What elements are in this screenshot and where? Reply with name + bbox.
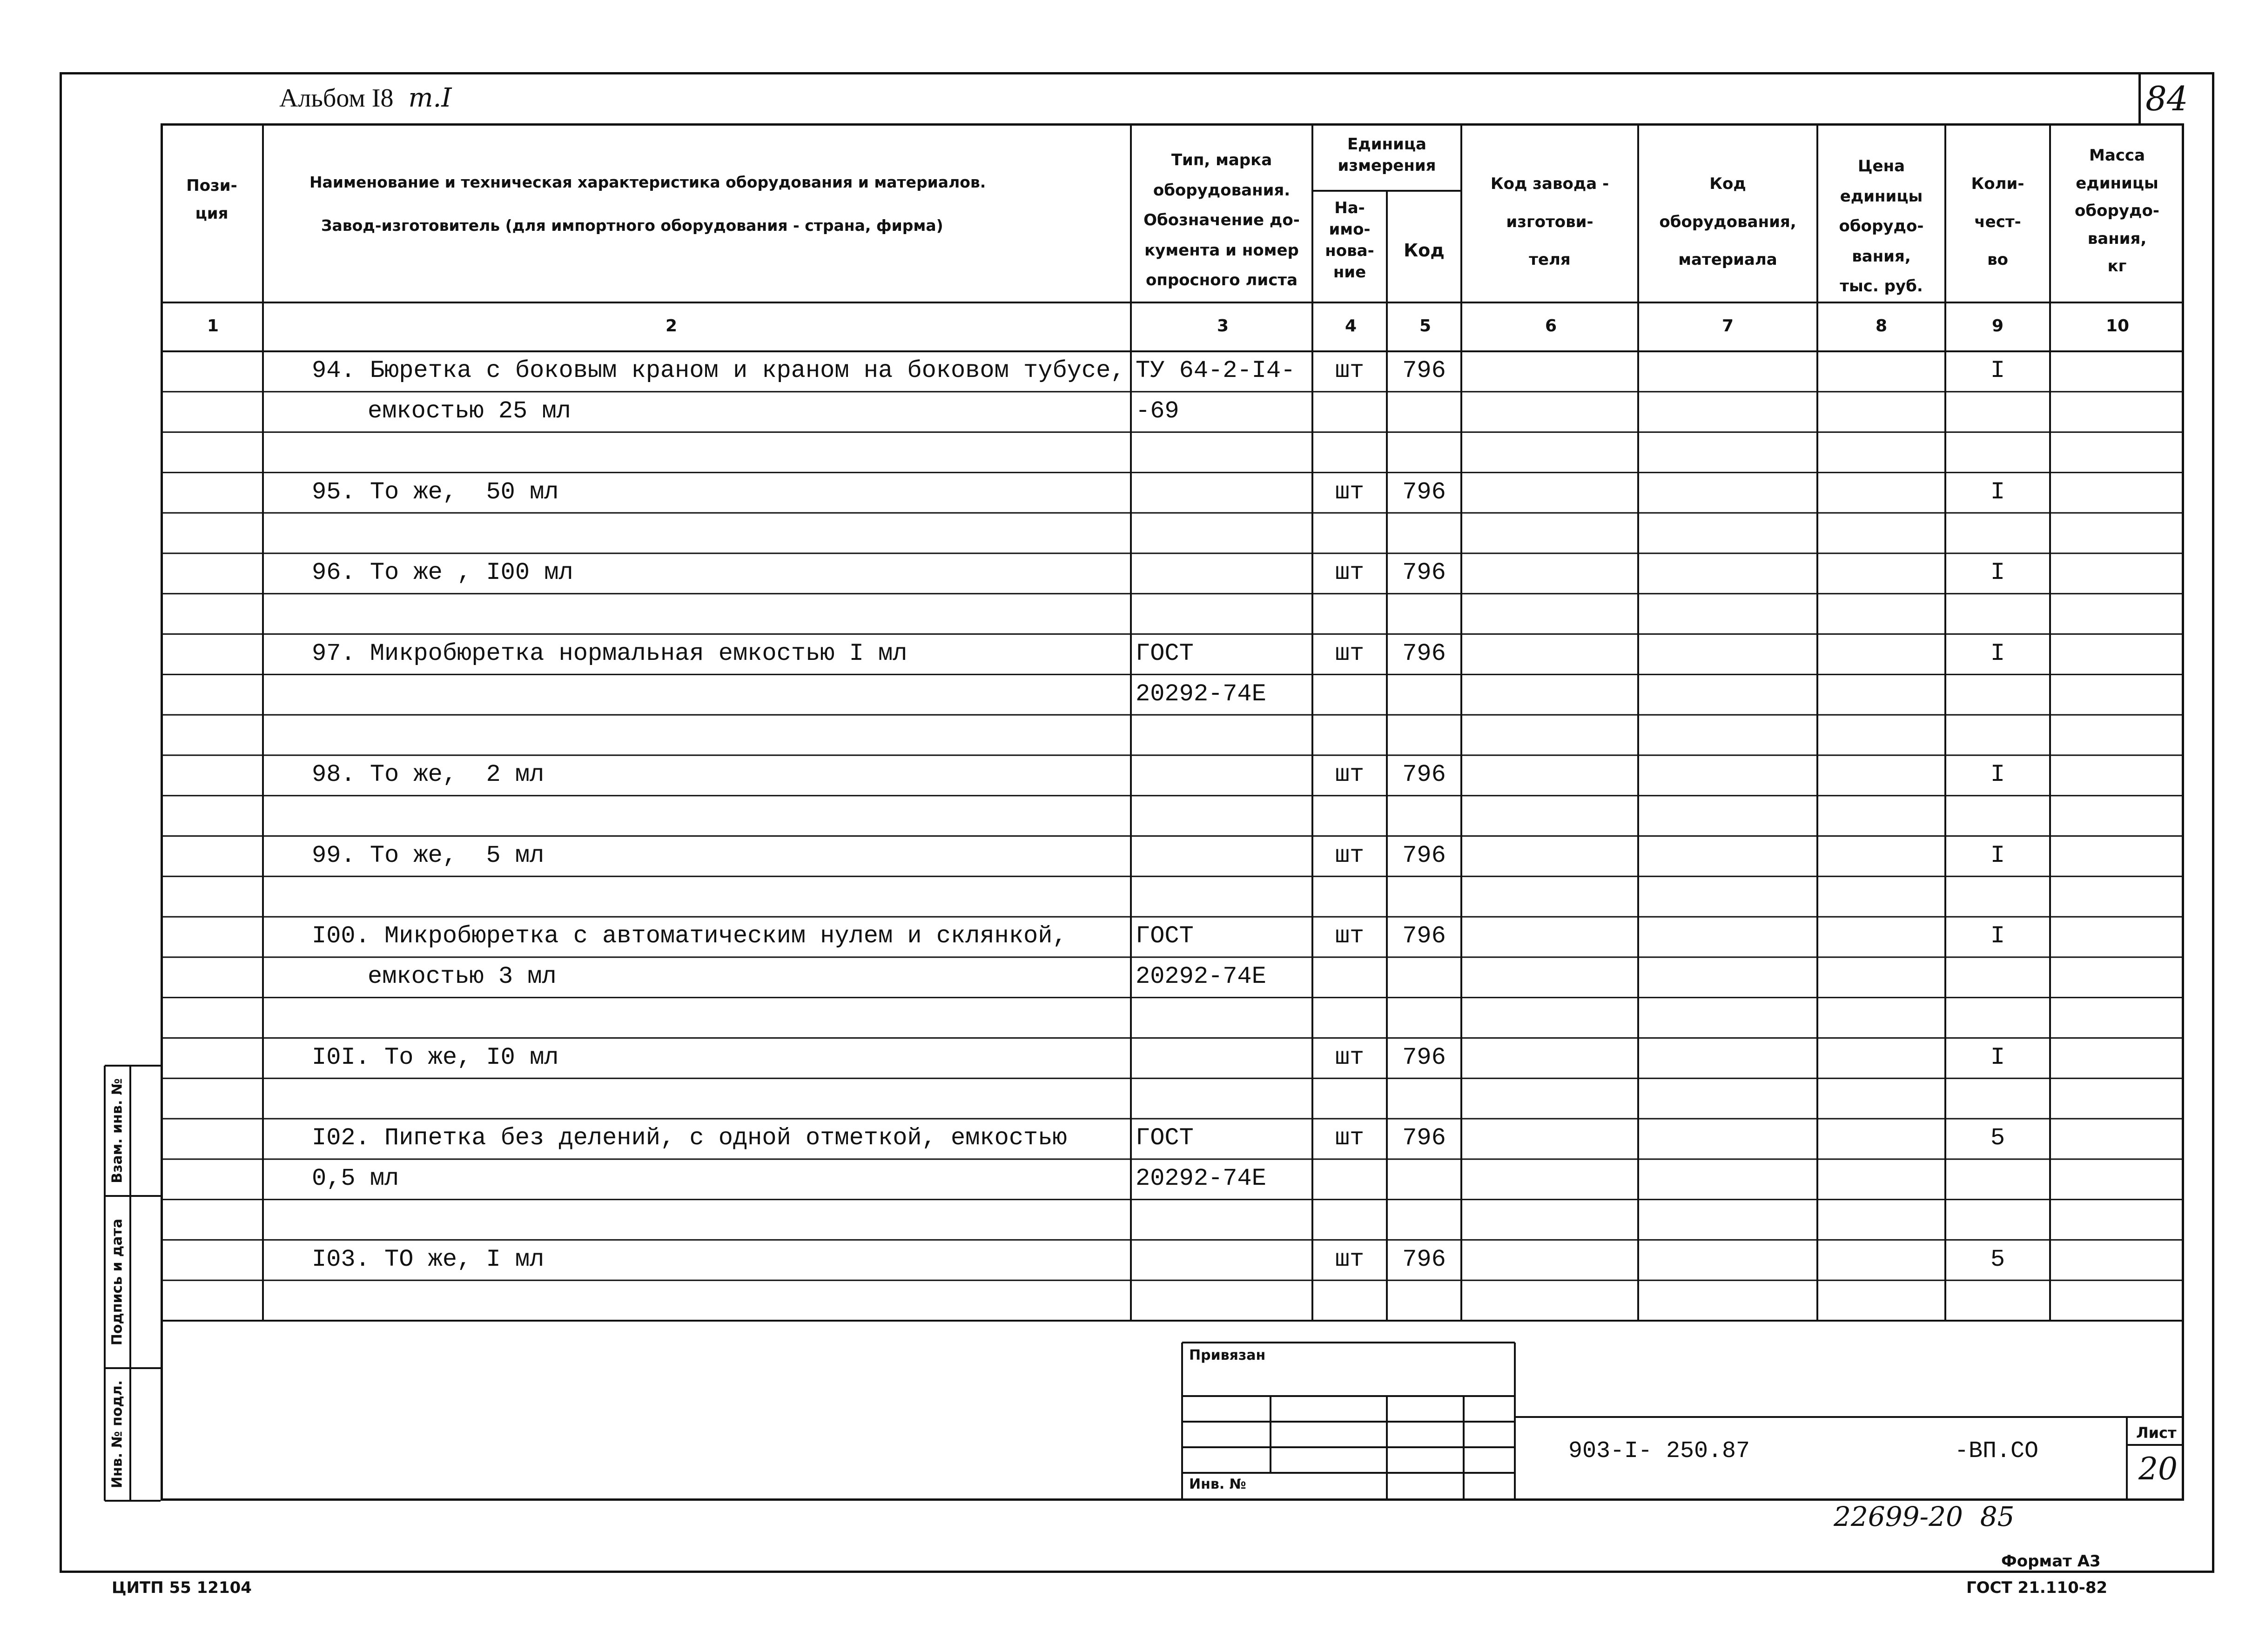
cell-name: I00. Микробюретка с автоматическим нулем и склянкой, — [312, 922, 1067, 950]
table-row — [0, 432, 2259, 473]
table-row — [0, 1159, 2259, 1200]
cell-code: 796 — [1402, 922, 1446, 950]
table-row — [0, 594, 2259, 634]
column-number: 4 — [1345, 316, 1357, 336]
stamp-vzam-inv: Взам. инв. № — [109, 1078, 126, 1183]
header-unit-name: На- имо- нова- ние — [1325, 199, 1374, 282]
sheet-number: 20 — [2138, 1451, 2178, 1487]
stamp-inv-podl: Инв. № подл. — [109, 1380, 126, 1489]
cell-type: ГОСТ — [1136, 639, 1194, 667]
cell-quantity: I — [1990, 841, 2005, 869]
page-number: 84 — [2145, 79, 2188, 118]
cell-unit: шт — [1335, 841, 1365, 869]
table-row — [0, 836, 2259, 877]
column-number: 8 — [1876, 316, 1888, 336]
cell-quantity: I — [1990, 922, 2005, 950]
header-name-line1: Наименование и техническая характеристика оборудования и материалов. — [309, 173, 986, 191]
table-row — [0, 957, 2259, 998]
cell-code: 796 — [1402, 1245, 1446, 1273]
cell-code: 796 — [1402, 1043, 1446, 1071]
table-row — [0, 472, 2259, 513]
header-quantity: Коли- чест- во — [1971, 175, 2024, 269]
cell-unit: шт — [1335, 559, 1365, 587]
cell-unit: шт — [1335, 478, 1365, 506]
cell-unit: шт — [1335, 1245, 1365, 1273]
column-number: 2 — [666, 316, 678, 336]
doc-code: 903-I- 250.87 — [1568, 1438, 1750, 1464]
table-row — [0, 634, 2259, 675]
column-number: 9 — [1992, 316, 2004, 336]
cell-quantity: I — [1990, 761, 2005, 789]
column-number: 10 — [2106, 316, 2130, 336]
cell-type: ТУ 64-2-I4- — [1136, 357, 1296, 385]
cell-quantity: I — [1990, 639, 2005, 667]
table-row — [0, 715, 2259, 755]
cell-type: ГОСТ — [1136, 922, 1194, 950]
table-row — [0, 513, 2259, 553]
column-number: 5 — [1419, 316, 1432, 336]
cell-name: 98. То же, 2 мл — [312, 761, 545, 789]
tsitp-label: ЦИТП 55 12104 — [112, 1578, 252, 1597]
header-unit-code: Код — [1404, 240, 1445, 261]
cell-name: I03. ТО же, I мл — [312, 1245, 545, 1273]
table-row — [0, 1240, 2259, 1280]
table-row — [0, 553, 2259, 594]
album-volume: т.I — [408, 83, 452, 113]
header-position: Пози- ция — [186, 176, 237, 223]
cell-code: 796 — [1402, 639, 1446, 667]
table-row — [0, 755, 2259, 796]
cell-quantity: I — [1990, 357, 2005, 385]
cell-unit: шт — [1335, 1124, 1365, 1152]
cell-type: 20292-74Е — [1136, 680, 1266, 708]
cell-type: ГОСТ — [1136, 1124, 1194, 1152]
table-row — [0, 1280, 2259, 1321]
cell-code: 796 — [1402, 1124, 1446, 1152]
table-row — [0, 876, 2259, 917]
cell-quantity: I — [1990, 559, 2005, 587]
table-row — [0, 1078, 2259, 1119]
cell-code: 796 — [1402, 761, 1446, 789]
cell-unit: шт — [1335, 922, 1365, 950]
handwritten-number: 22699-20 85 — [1834, 1501, 2015, 1532]
header-price: Цена единицы оборудо- вания, тыс. руб. — [1839, 157, 1924, 296]
cell-unit: шт — [1335, 1043, 1365, 1071]
cell-code: 796 — [1402, 841, 1446, 869]
cell-type: 20292-74Е — [1136, 1165, 1266, 1193]
cell-code: 796 — [1402, 559, 1446, 587]
cell-quantity: 5 — [1990, 1245, 2005, 1273]
header-equipment-code: Код оборудования, материала — [1659, 175, 1796, 269]
cell-name: 94. Бюретка с боковым краном и краном на боковом тубусе, — [312, 357, 1125, 385]
binding-inv-label: Инв. № — [1189, 1476, 1246, 1492]
header-type: Тип, марка оборудования. Обозначение до- кумента и номер опросного листа — [1143, 151, 1300, 290]
column-number: 1 — [207, 316, 219, 336]
header-unit-group: Единица измерения — [1338, 135, 1436, 175]
cell-name: 97. Микробюретка нормальная емкостью I мл — [312, 639, 908, 667]
cell-code: 796 — [1402, 357, 1446, 385]
cell-name: 95. То же, 50 мл — [312, 478, 559, 506]
column-number: 7 — [1722, 316, 1734, 336]
table-row — [0, 1119, 2259, 1159]
binding-title: Привязан — [1189, 1347, 1266, 1363]
album-label: Альбом I8 т.I — [279, 83, 452, 113]
cell-name: 99. То же, 5 мл — [312, 841, 545, 869]
cell-name: 0,5 мл — [312, 1165, 399, 1193]
cell-quantity: I — [1990, 1043, 2005, 1071]
cell-name: емкостью 3 мл — [368, 963, 557, 991]
table-row — [0, 796, 2259, 836]
cell-quantity: I — [1990, 478, 2005, 506]
doc-suffix: -ВП.СО — [1955, 1438, 2039, 1464]
stamp-signature-date: Подпись и дата — [109, 1218, 126, 1346]
cell-name: 96. То же , I00 мл — [312, 559, 573, 587]
header-factory-code: Код завода - изготови- теля — [1490, 175, 1609, 269]
sheet-label: Лист — [2136, 1424, 2177, 1442]
table-row — [0, 1200, 2259, 1240]
table-row — [0, 674, 2259, 715]
cell-name: емкостью 25 мл — [368, 397, 571, 425]
header-mass: Масса единицы оборудо- вания, кг — [2075, 146, 2159, 275]
cell-quantity: 5 — [1990, 1124, 2005, 1152]
table-row — [0, 917, 2259, 957]
gost-label: ГОСТ 21.110-82 — [1966, 1578, 2108, 1597]
cell-code: 796 — [1402, 478, 1446, 506]
table-row — [0, 1038, 2259, 1078]
cell-unit: шт — [1335, 639, 1365, 667]
format-label: Формат А3 — [2001, 1552, 2101, 1571]
column-number: 3 — [1217, 316, 1229, 336]
cell-type: 20292-74Е — [1136, 963, 1266, 991]
cell-name: I02. Пипетка без делений, с одной отметкой, емкостью — [312, 1124, 1067, 1152]
column-number: 6 — [1545, 316, 1557, 336]
table-row — [0, 351, 2259, 392]
cell-name: I0I. То же, I0 мл — [312, 1043, 559, 1071]
header-name-line2: Завод-изготовитель (для импортного оборудования - страна, фирма) — [321, 216, 943, 235]
cell-type: -69 — [1136, 397, 1179, 425]
table-row — [0, 392, 2259, 432]
cell-unit: шт — [1335, 357, 1365, 385]
cell-unit: шт — [1335, 761, 1365, 789]
table-row — [0, 998, 2259, 1038]
